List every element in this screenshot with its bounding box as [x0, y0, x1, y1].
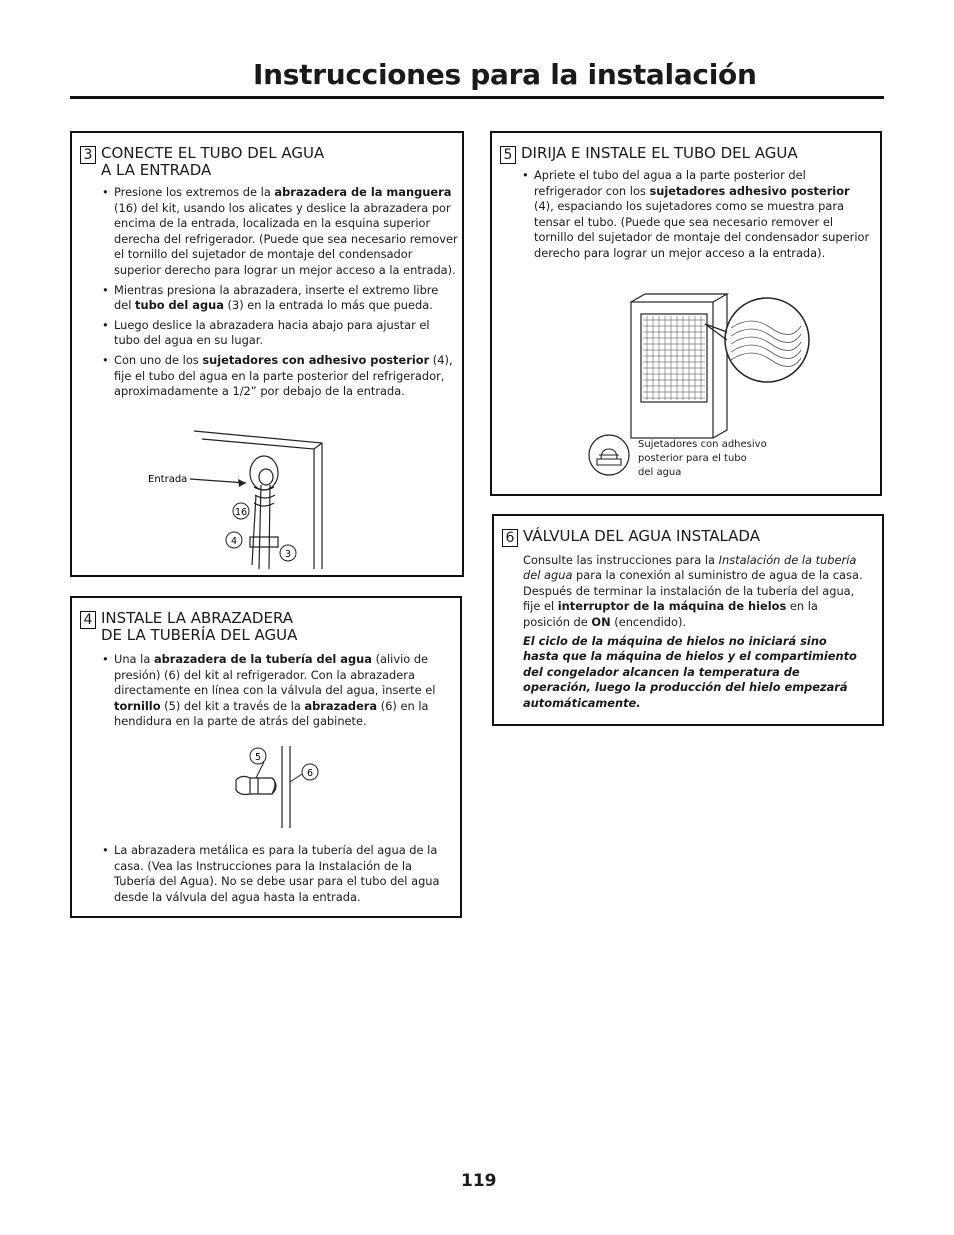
step-4-title: INSTALE LA ABRAZADERA DE LA TUBERÍA DEL AGUA	[101, 609, 298, 644]
step-4-instructions-1	[102, 652, 442, 734]
step-3-header	[80, 145, 324, 179]
step-5-number: 5	[500, 146, 516, 164]
clamp-illustration	[228, 744, 338, 836]
step-3-bullet-2: • Mientras presiona la abrazadera, inserte el extremo libre del tubo del agua (3) en la entrada lo más que pueda.	[102, 283, 458, 314]
step-5-title: DIRIJA E INSTALE EL TUBO DEL AGUA	[521, 144, 798, 162]
callout-16: 16	[234, 507, 248, 518]
inlet-label: Entrada	[148, 474, 188, 485]
step-6-box	[492, 514, 884, 726]
callout-4: 4	[230, 536, 238, 547]
step-6-paragraph-1: Consulte las instrucciones para la Instalación de la tubería del agua para la conexión al suministro de agua de la casa. Después de terminar la instalación de la tubería del agua, fije el interruptor de la máquina de hielos en la posición de ON (encendido).	[523, 553, 863, 629]
callout-5: 5	[254, 752, 262, 763]
step-4-header	[80, 610, 297, 644]
page-number: 119	[461, 1171, 497, 1191]
step-6-number: 6	[502, 529, 518, 547]
step-5-instructions	[522, 168, 872, 266]
step-5-caption: Sujetadores con adhesivo posterior para el tubo del agua	[638, 439, 767, 478]
step-3-bullet-1: • Presione los extremos de la abrazadera de la manguera (16) del kit, usando los alicates y deslice la abrazadera por encima de la entrada, localizada en la esquina superior derecha del refrigerador. (Puede que sea necesario remover el tornillo del sujetador de montaje del condensador superior derecho para lograr un mejor acceso a la entrada).	[102, 185, 458, 279]
step-3-bullet-3: • Luego deslice la abrazadera hacia abajo para ajustar el tubo del agua en su lugar.	[102, 318, 458, 349]
step-3-bullet-4: • Con uno de los sujetadores con adhesivo posterior (4), fije el tubo del agua en la parte posterior del refrigerador, aproximadamente a 1/2” por debajo de la entrada.	[102, 353, 458, 400]
step-4-bullet-1: • Una la abrazadera de la tubería del agua (alivio de presión) (6) del kit al refrigerador. Con la abrazadera directamente en línea con la válvula del agua, inserte el tornillo (5) del kit a través de la abrazadera (6) en la hendidura en la parte de atrás del gabinete.	[102, 652, 442, 730]
step-3-box	[70, 131, 464, 577]
title-rule	[70, 96, 884, 99]
step-4-box	[70, 596, 462, 918]
step-4-instructions-2	[102, 843, 442, 909]
callout-6: 6	[306, 768, 314, 779]
adhesive-clip-icon	[587, 433, 631, 477]
step-3-title: CONECTE EL TUBO DEL AGUA A LA ENTRADA	[101, 144, 325, 179]
page-title: Instrucciones para la instalación	[253, 58, 757, 91]
step-5-header	[500, 145, 798, 164]
step-4-number: 4	[80, 611, 96, 629]
callout-3: 3	[284, 549, 292, 560]
step-5-bullet-1: • Apriete el tubo del agua a la parte posterior del refrigerador con los sujetadores adhesivo posterior (4), espaciando los sujetadores como se muestra para tensar el tubo. (Puede que sea necesario remover el tornillo del sujetador de montaje del condensador superior derecho para lograr un mejor acceso a la entrada).	[522, 168, 872, 262]
step-5-box	[490, 131, 882, 496]
step-3-instructions	[102, 185, 458, 404]
inlet-illustration	[142, 425, 402, 575]
step-4-bullet-2: • La abrazadera metálica es para la tubería del agua de la casa. (Vea las Instrucciones para la Instalación de la Tubería del Agua). No se debe usar para el tubo del agua desde la válvula del agua hasta la entrada.	[102, 843, 442, 905]
step-6-paragraph-2: El ciclo de la máquina de hielos no iniciará sino hasta que la máquina de hielos y el compartimiento del congelador alcancen la temperatura de operación, luego la producción del hielo empezará automáticamente.	[523, 634, 857, 710]
step-3-number: 3	[80, 146, 96, 164]
step-6-title: VÁLVULA DEL AGUA INSTALADA	[523, 527, 760, 545]
step-6-header	[502, 528, 760, 547]
